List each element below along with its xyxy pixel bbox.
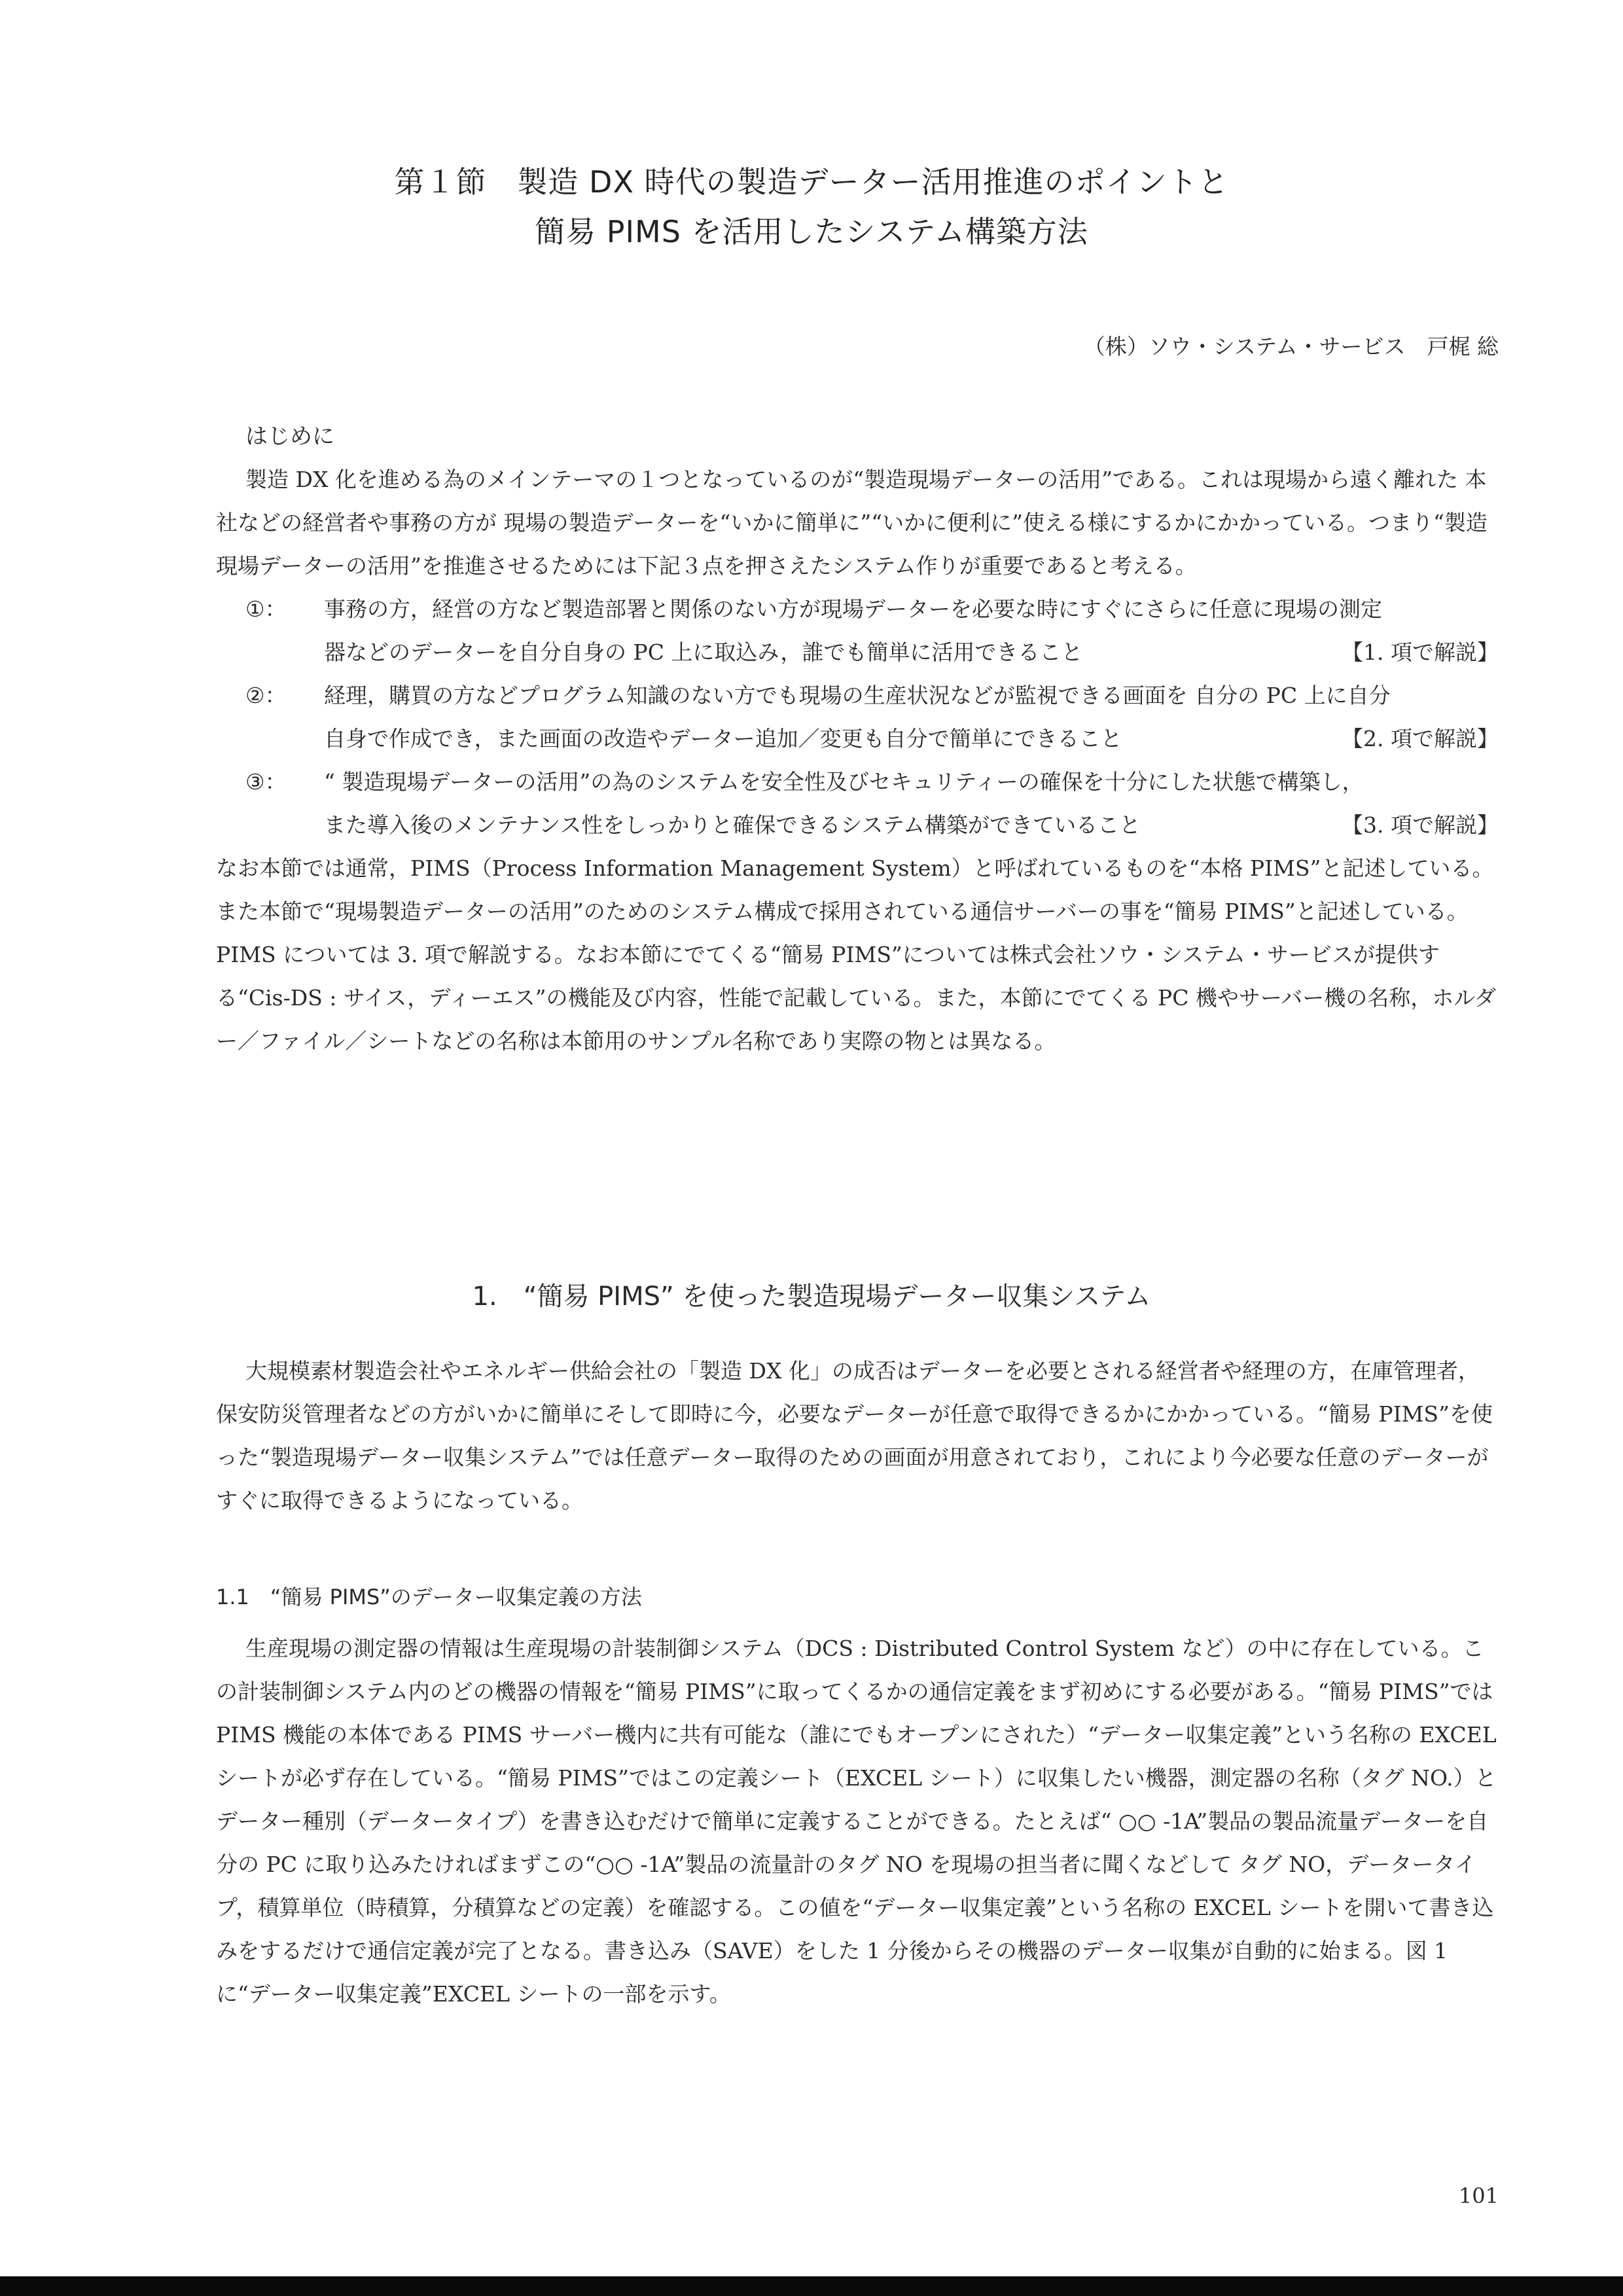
subsection-1-1-heading: 1.1 “簡易 PIMS”のデーター収集定義の方法 xyxy=(216,1585,642,1609)
list-item xyxy=(245,674,1499,761)
list-item-reference: 【1. 項で解説】 xyxy=(1342,639,1499,665)
list-item-last-line xyxy=(324,804,1499,847)
list-item-text-end: 自身で作成でき，また画面の改造やデーター追加／変更も自分で簡単にできること xyxy=(324,726,1122,751)
list-item-text: “ 製造現場データーの活用”の為のシステムを安全性及びセキュリティーの確保を十分にした状態で構築し， xyxy=(324,769,1364,795)
author-line: （株）ソウ・システム・サービス 戸梶 総 xyxy=(1083,334,1499,359)
list-item-number: ①： xyxy=(245,596,287,622)
list-item-last-line xyxy=(324,717,1499,761)
list-item-number: ②： xyxy=(245,683,287,708)
intro-heading: はじめに xyxy=(245,423,334,450)
list-item xyxy=(245,761,1499,847)
chapter-title-line-1: 第１節 製造 DX 時代の製造データー活用推進のポイントと xyxy=(394,164,1229,200)
subsection-1-1-body xyxy=(216,1627,1499,2016)
page-number: 101 xyxy=(1458,2183,1499,2208)
list-item-text-end: また導入後のメンテナンス性をしっかりと確保できるシステム構築ができていること xyxy=(324,812,1141,838)
intro-paragraph-2: なお本節では通常，PIMS（Process Information Management System）と呼ばれているものを“本格 PIMS”と記述している。 また本節で“現場製造データーの活用”のためのシステム構成で採用されている通信サーバーの事を“簡易 PIMS”と記述している。PIMS については 3. 項で解説する。なお本節にでてくる“簡易 PIMS”については株式会社ソウ・システム・サービスが提供する“Cis-DS : サイス，ディーエス”の機能及び内容，性能で記載している。また，本節にでてくる PC 機やサーバー機の名称，ホルダー／ファイル／シートなどの名称は本節用のサンプル名称であり実際の物とは異なる。 xyxy=(216,855,1496,1054)
list-item-number: ③： xyxy=(245,769,287,795)
section-1-body xyxy=(216,1350,1499,1522)
chapter-title-line-2: 簡易 PIMS を活用したシステム構築方法 xyxy=(535,214,1088,249)
intro-paragraph-1: 製造 DX 化を進める為のメインテーマの１つとなっているのが“製造現場データーの活用”である。これは現場から遠く離れた 本社などの経営者や事務の方が 現場の製造データーを“いかに簡単に”“いかに便利に”使える様にするかにかかっている。つまり“製造現場データーの活用”を推進させるためには下記３点を押さえたシステム作りが重要であると考える。 xyxy=(216,467,1488,579)
section-1-heading: 1. “簡易 PIMS” を使った製造現場データー収集システム xyxy=(472,1282,1151,1312)
list-item-text: 事務の方，経営の方など製造部署と関係のない方が現場データーを必要な時にすぐにさらに任意に現場の測定 xyxy=(324,596,1382,622)
list-item-reference: 【3. 項で解説】 xyxy=(1342,812,1499,838)
list-item-last-line xyxy=(324,631,1499,674)
intro-section xyxy=(216,458,1499,1063)
list-item-reference: 【2. 項で解説】 xyxy=(1342,726,1499,751)
list-item xyxy=(245,588,1499,674)
scan-edge-bar xyxy=(0,2276,1623,2296)
subsection-1-1-paragraph: 生産現場の測定器の情報は生産現場の計装制御システム（DCS : Distributed Control System など）の中に存在している。この計装制御システム内のどの機器の情報を“簡易 PIMS”に取ってくるかの通信定義をまず初めにする必要がある。“簡易 PIMS”では PIMS 機能の本体である PIMS サーバー機内に共有可能な（誰にでもオープンにされた）“データー収集定義”という名称の EXCEL シートが必ず存在している。“簡易 PIMS”ではこの定義シート（EXCEL シート）に収集したい機器，測定器の名称（タグ NO.）とデーター種別（データータイプ）を書き込むだけで簡単に定義することができる。たとえば“ ○○ -1A”製品の製品流量データーを自分の PC に取り込みたければまずこの“○○ -1A”製品の流量計のタグ NO を現場の担当者に聞くなどして タグ NO，データータイプ，積算単位（時積算，分積算などの定義）を確認する。この値を“データー収集定義”という名称の EXCEL シートを開いて書き込みをするだけで通信定義が完了となる。書き込み（SAVE）をした 1 分後からその機器のデーター収集が自動的に始まる。図 1 に“データー収集定義”EXCEL シートの一部を示す。 xyxy=(216,1636,1497,2007)
section-1-paragraph: 大規模素材製造会社やエネルギー供給会社の「製造 DX 化」の成否はデーターを必要とされる経営者や経理の方，在庫管理者，保安防災管理者などの方がいかに簡単にそして即時に今，必要なデーターが任意で取得できるかにかかっている。“簡易 PIMS”を使った“製造現場データー収集システム”では任意データー取得のための画面が用意されており，これにより今必要な任意のデーターがすぐに取得できるようになっている。 xyxy=(216,1358,1493,1513)
chapter-title xyxy=(0,157,1623,257)
list-item-text: 経理，購買の方などプログラム知識のない方でも現場の生産状況などが監視できる画面を 自分の PC 上に自分 xyxy=(324,683,1391,708)
list-item-text-end: 器などのデーターを自分自身の PC 上に取込み，誰でも簡単に活用できること xyxy=(324,639,1083,665)
